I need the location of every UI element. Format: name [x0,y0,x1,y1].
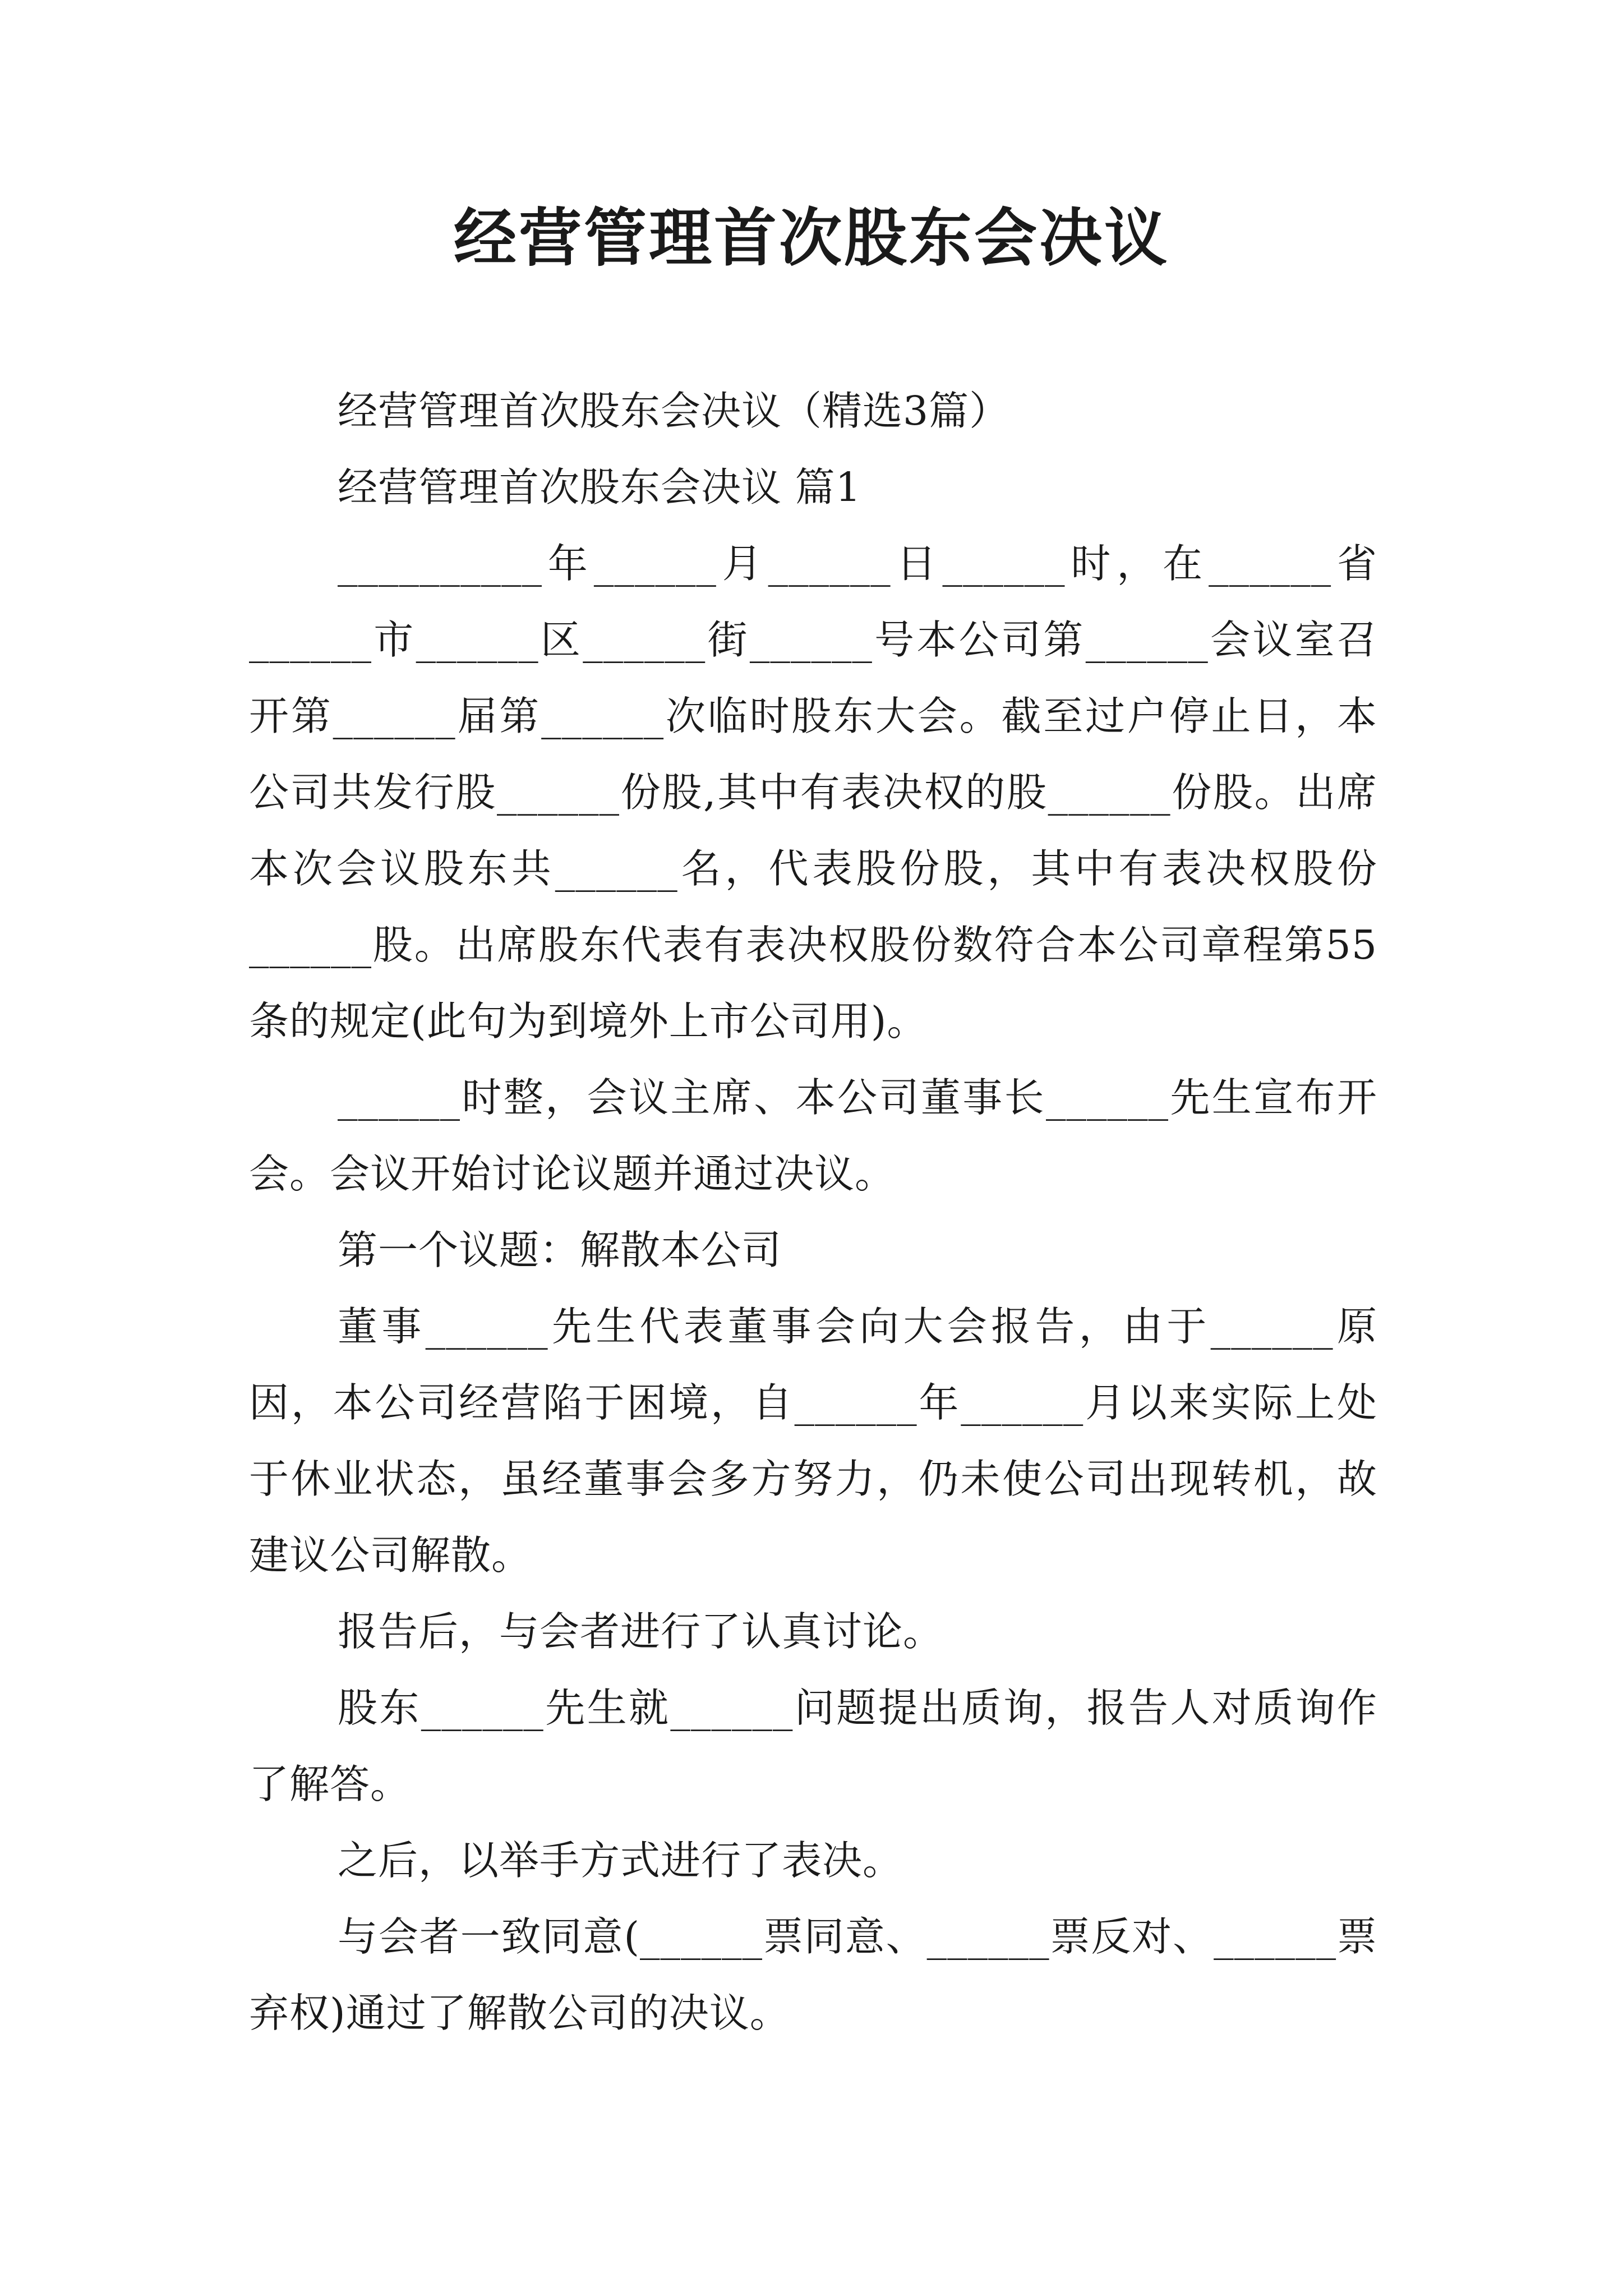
paragraph-section-heading: 经营管理首次股东会决议 篇1 [338,464,861,510]
paragraph-meeting-open: ______时整，会议主席、本公司董事长______先生宣布开会。会议开始讨论议题并通过决议。 [249,1074,1377,1197]
paragraph-resolution: 与会者一致同意(______票同意、______票反对、______票弃权)通过了解散公司的决议。 [249,1913,1377,2036]
document-body [249,373,1377,2051]
paragraph-subtitle: 经营管理首次股东会决议（精选3篇） [338,388,1010,434]
paragraph-inquiry: 股东______先生就______问题提出质询，报告人对质询作了解答。 [249,1685,1377,1807]
paragraph-discussion: 报告后，与会者进行了认真讨论。 [338,1608,944,1655]
paragraph-meeting-info: __________年______月______日______时，在______省______市______区______街______号本公司第______会议室召开第______届第______次临时股东大会。截至过户停止日，本公司共发行股______份股,其中有表决权的股______份股。出席本次会议股东共______名，代表股份股，其中有表决权股份______股。出席股东代表有表决权股份数符合本公司章程第55条的规定(此句为到境外上市公司用)。 [249,540,1377,1045]
document-title: 经营管理首次股东会决议 [454,201,1169,275]
paragraph-vote-method: 之后，以举手方式进行了表决。 [338,1837,903,1884]
paragraph-agenda-item: 第一个议题：解散本公司 [338,1227,782,1273]
paragraph-director-report: 董事______先生代表董事会向大会报告，由于______原因，本公司经营陷于困境，自______年______月以来实际上处于休业状态，虽经董事会多方努力，仍未使公司出现转机，故建议公司解散。 [249,1303,1377,1579]
